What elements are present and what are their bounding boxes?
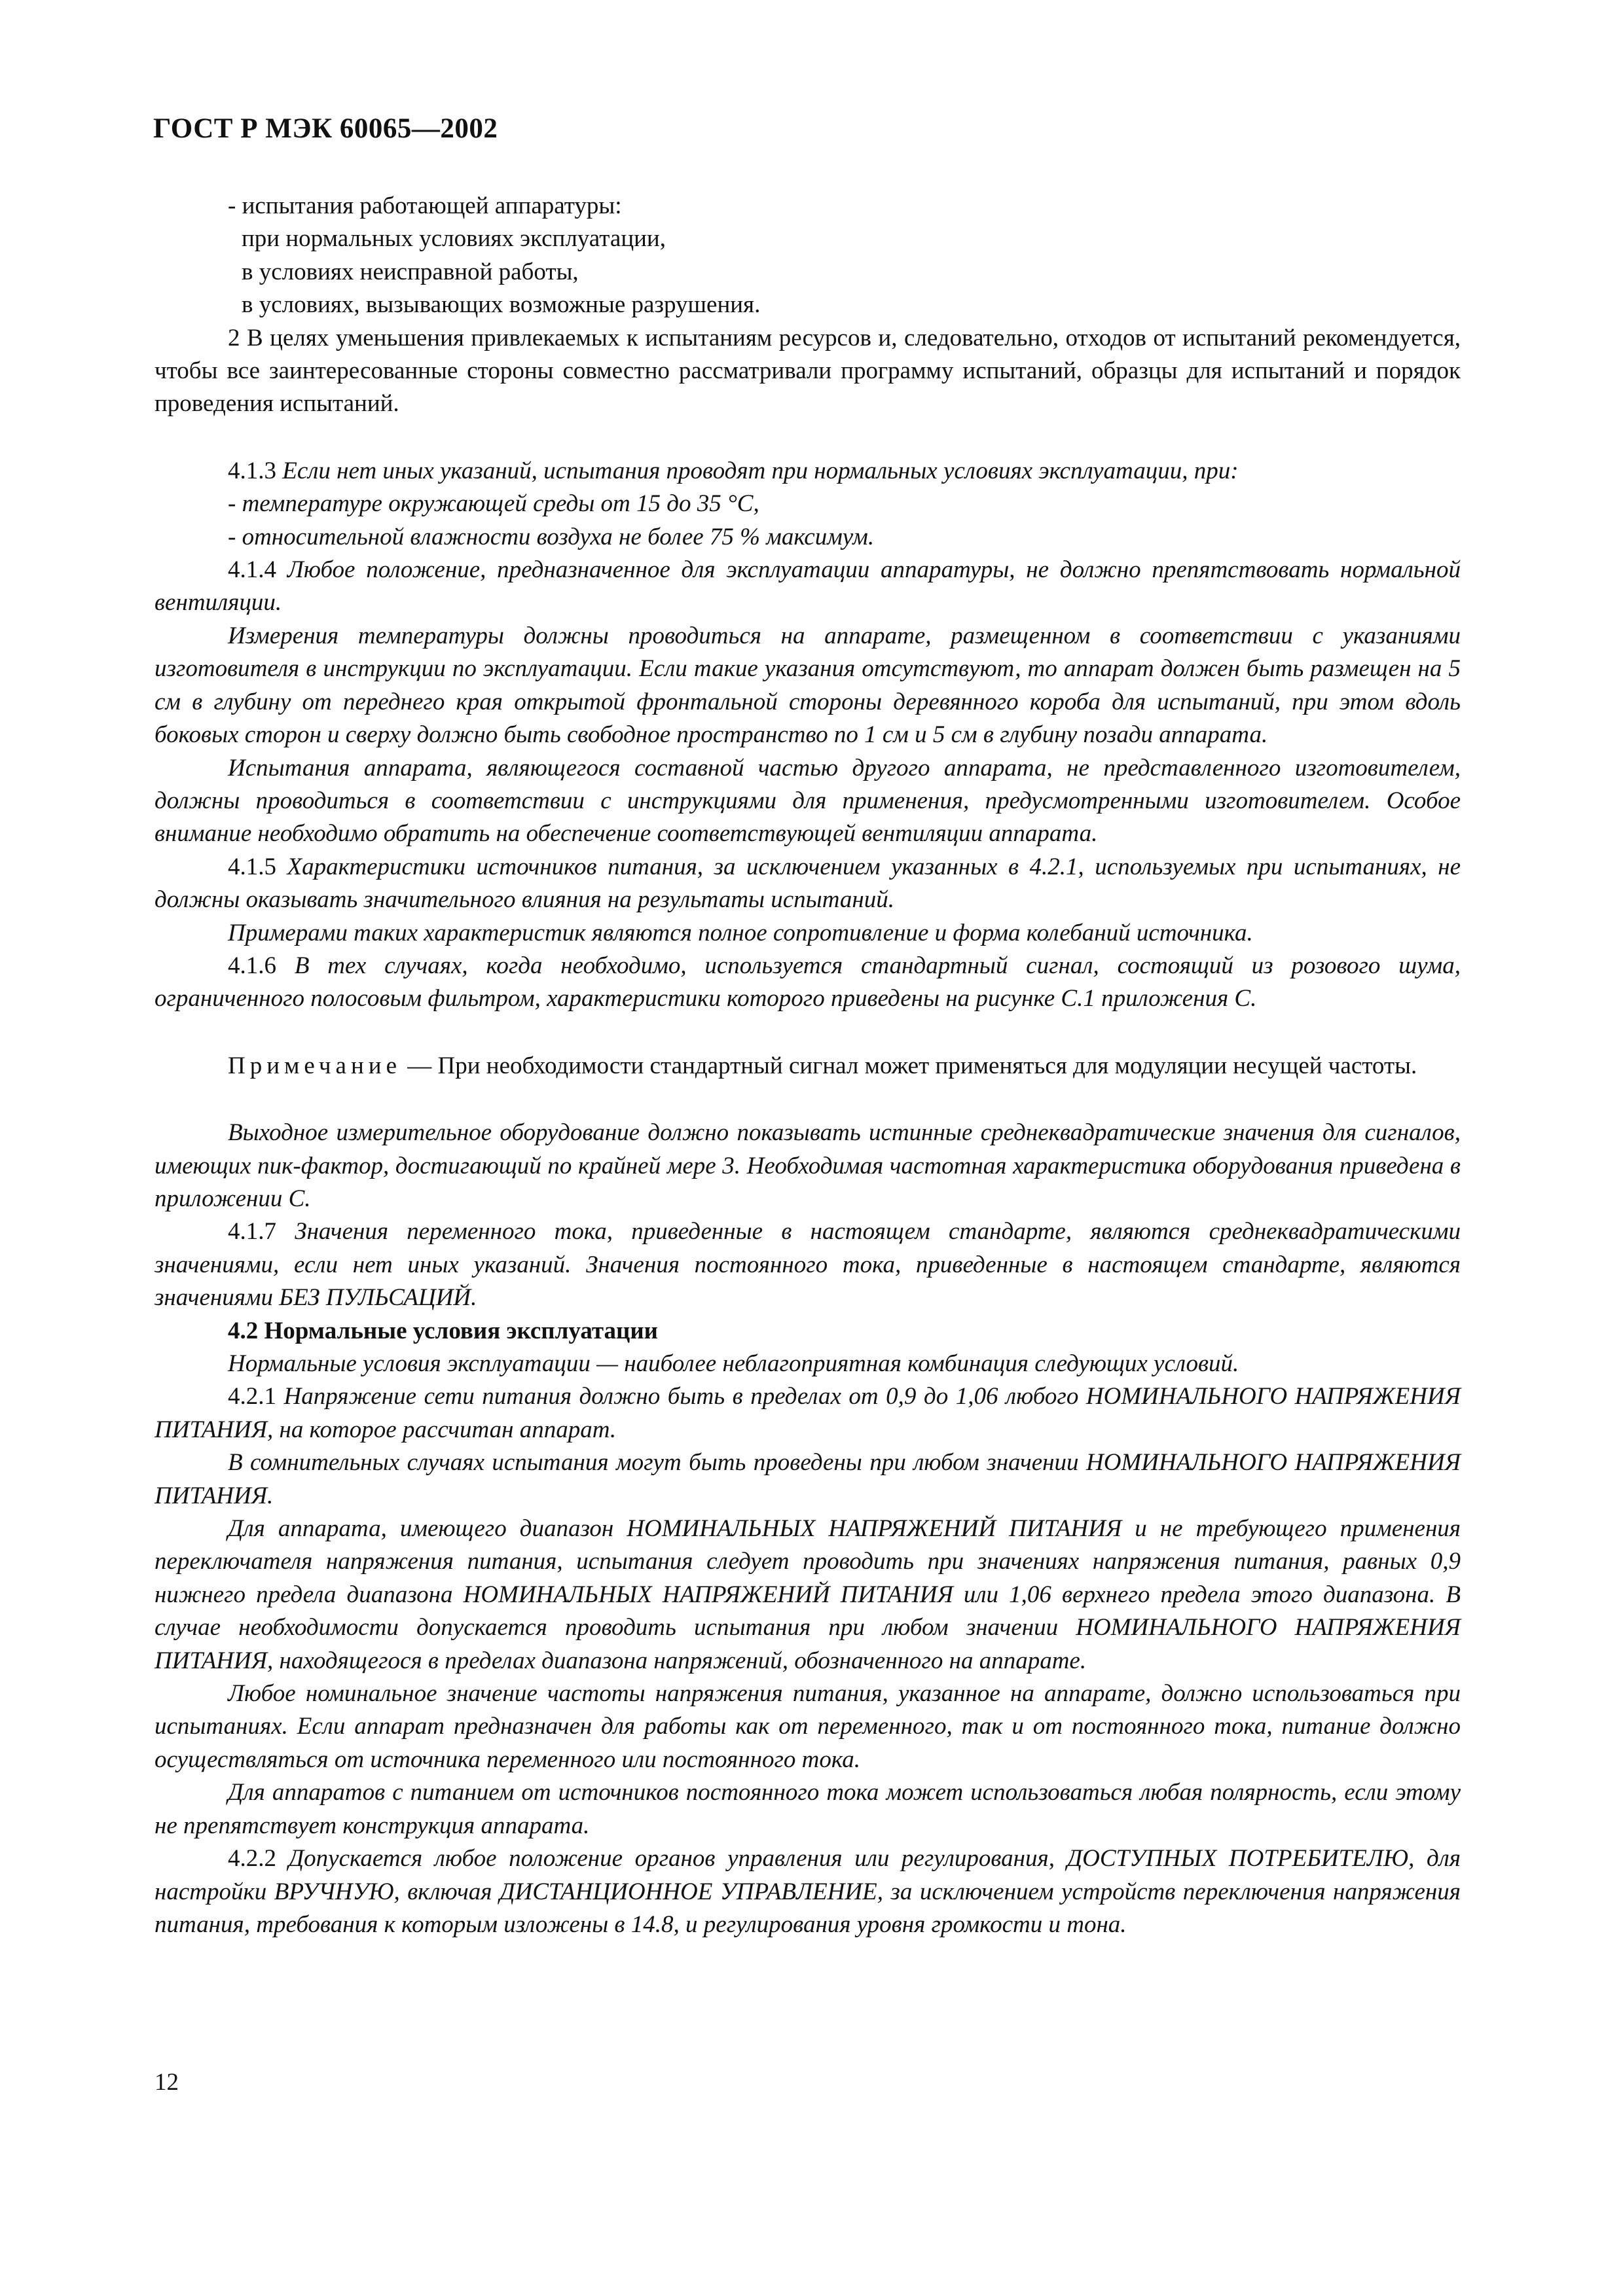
clause-number: 4.1.3: [228, 457, 276, 484]
clause-text: Любое положение, предназначенное для эксплуатации аппаратуры, не должно препятствовать нормальной вентиляции.: [155, 556, 1461, 617]
list-item-humidity: - относительной влажности воздуха не более 75 % максимум.: [228, 523, 875, 550]
paragraph-4-1-6: [155, 950, 1461, 1016]
paragraph-4-1-4: [155, 554, 1461, 620]
clause-text: Характеристики источников питания, за исключением указанных в 4.2.1, используемых при испытаниях, не должны оказывать значительного влияния на результаты испытаний.: [155, 853, 1461, 914]
paragraph-4-2-1: [155, 1380, 1461, 1446]
paragraph-output-measurement: Выходное измерительное оборудование должно показывать истинные среднеквадратические значения для сигналов, имеющих пик-фактор, достигающий по крайней мере 3. Необходимая частотная характеристика оборудования приведена в приложении С.: [155, 1119, 1461, 1212]
clause-text: В тех случаях, когда необходимо, используется стандартный сигнал, состоящий из розового шума, ограниченного полосовым фильтром, характеристики которого приведены на рисунке С.1 приложения С.: [155, 952, 1461, 1013]
list-item-tests: - испытания работающей аппаратуры:: [228, 192, 622, 219]
list-item-destruction-conditions: в условиях, вызывающих возможные разрушения.: [242, 291, 761, 319]
document-body: [155, 190, 1461, 1941]
note-block: [155, 1050, 1461, 1083]
clause-number: 4.1.7: [228, 1218, 276, 1246]
paragraph-temperature-measurement: Измерения температуры должны проводиться на аппарате, размещенном в соответствии с указаниями изготовителя в инструкции по эксплуатации. Если такие указания отсутствуют, то аппарат должен быть размещен на 5 см в глубину от переднего края открытой фронтальной стороны деревянного короба для испытаний, при этом вдоль боковых сторон и сверху должно быть свободное пространство по 1 см и 5 см в глубину позади аппарата.: [155, 622, 1461, 749]
clause-text: Если нет иных указаний, испытания проводят при нормальных условиях эксплуатации, при:: [282, 457, 1239, 484]
clause-text: Напряжение сети питания должно быть в пределах от 0,9 до 1,06 любого НОМИНАЛЬНОГО НАПРЯЖЕНИЯ ПИТАНИЯ, на которое рассчитан аппарат.: [155, 1383, 1461, 1443]
section-heading-4-2: 4.2 Нормальные условия эксплуатации: [228, 1317, 658, 1344]
paragraph-voltage-range: Для аппарата, имеющего диапазон НОМИНАЛЬНЫХ НАПРЯЖЕНИЙ ПИТАНИЯ и не требующего применения переключателя напряжения питания, испытания следует проводить при значениях напряжения питания, равных 0,9 нижнего предела диапазона НОМИНАЛЬНЫХ НАПРЯЖЕНИЙ ПИТАНИЯ или 1,06 верхнего предела этого диапазона. В случае необходимости допускается проводить испытания при любом значении НОМИНАЛЬНОГО НАПРЯЖЕНИЯ ПИТАНИЯ, находящегося в пределах диапазона напряжений, обозначенного на аппарате.: [155, 1515, 1461, 1674]
paragraph-4-2-2: [155, 1842, 1461, 1941]
clause-number: 4.2.2: [228, 1845, 276, 1873]
clause-number: 4.1.5: [228, 853, 276, 880]
list-item-temperature: - температуре окружающей среды от 15 до 35 °С,: [228, 490, 759, 518]
paragraph-dc-polarity: Для аппаратов с питанием от источников постоянного тока может использоваться любая полярность, если этому не препятствует конструкция аппарата.: [155, 1779, 1461, 1839]
paragraph-doubtful-cases: В сомнительных случаях испытания могут быть проведены при любом значении НОМИНАЛЬНОГО НАПРЯЖЕНИЯ ПИТАНИЯ.: [155, 1449, 1461, 1509]
paragraph-4-1-3: [155, 455, 1461, 488]
paragraph-source-characteristics: Примерами таких характеристик являются полное сопротивление и форма колебаний источника.: [228, 919, 1253, 946]
page-number: 12: [155, 2069, 179, 2096]
paragraph-component-apparatus: Испытания аппарата, являющегося составной частью другого аппарата, не представленного изготовителем, должны проводиться в соответствии с инструкциями для применения, предусмотренными изготовителем. Особое внимание необходимо обратить на обеспечение соответствующей вентиляции аппарата.: [155, 754, 1461, 848]
clause-number: 4.1.4: [228, 556, 276, 584]
clause-text: Значения переменного тока, приведенные в настоящем стандарте, являются среднеквадратическими значениями, если нет иных указаний. Значения постоянного тока, приведенные в настоящем стандарте, являются значениями БЕЗ ПУЛЬСАЦИЙ.: [155, 1218, 1461, 1312]
clause-number: 4.1.6: [228, 952, 276, 979]
note-label: Примечание: [228, 1052, 401, 1079]
paragraph-normal-conditions-definition: Нормальные условия эксплуатации — наиболее неблагоприятная комбинация следующих условий.: [228, 1350, 1239, 1377]
paragraph-supply-frequency: Любое номинальное значение частоты напряжения питания, указанное на аппарате, должно использоваться при испытаниях. Если аппарат предназначен для работы как от переменного, так и от постоянного тока, питание должно осуществляться от источника переменного или постоянного тока.: [155, 1680, 1461, 1773]
page-header-standard-id: ГОСТ Р МЭК 60065—2002: [153, 113, 498, 144]
clause-number: 4.2.1: [228, 1383, 276, 1410]
paragraph-note-2: 2 В целях уменьшения привлекаемых к испытаниям ресурсов и, следовательно, отходов от испытаний рекомендуется, чтобы все заинтересованные стороны совместно рассматривали программу испытаний, образцы для испытаний и порядок проведения испытаний.: [155, 324, 1461, 418]
list-item-normal-conditions: при нормальных условиях эксплуатации,: [242, 225, 666, 253]
clause-text: Допускается любое положение органов управления или регулирования, ДОСТУПНЫХ ПОТРЕБИТЕЛЮ, для настройки ВРУЧНУЮ, включая ДИСТАНЦИОННОЕ УПРАВЛЕНИЕ, за исключением устройств переключения напряжения питания, требования к которым изложены в 14.8, и регулирования уровня громкости и тона.: [155, 1845, 1461, 1938]
paragraph-4-1-7: [155, 1215, 1461, 1314]
paragraph-4-1-5: [155, 851, 1461, 917]
list-item-fault-conditions: в условиях неисправной работы,: [242, 258, 579, 285]
note-text: — При необходимости стандартный сигнал может применяться для модуляции несущей частоты.: [407, 1052, 1417, 1079]
